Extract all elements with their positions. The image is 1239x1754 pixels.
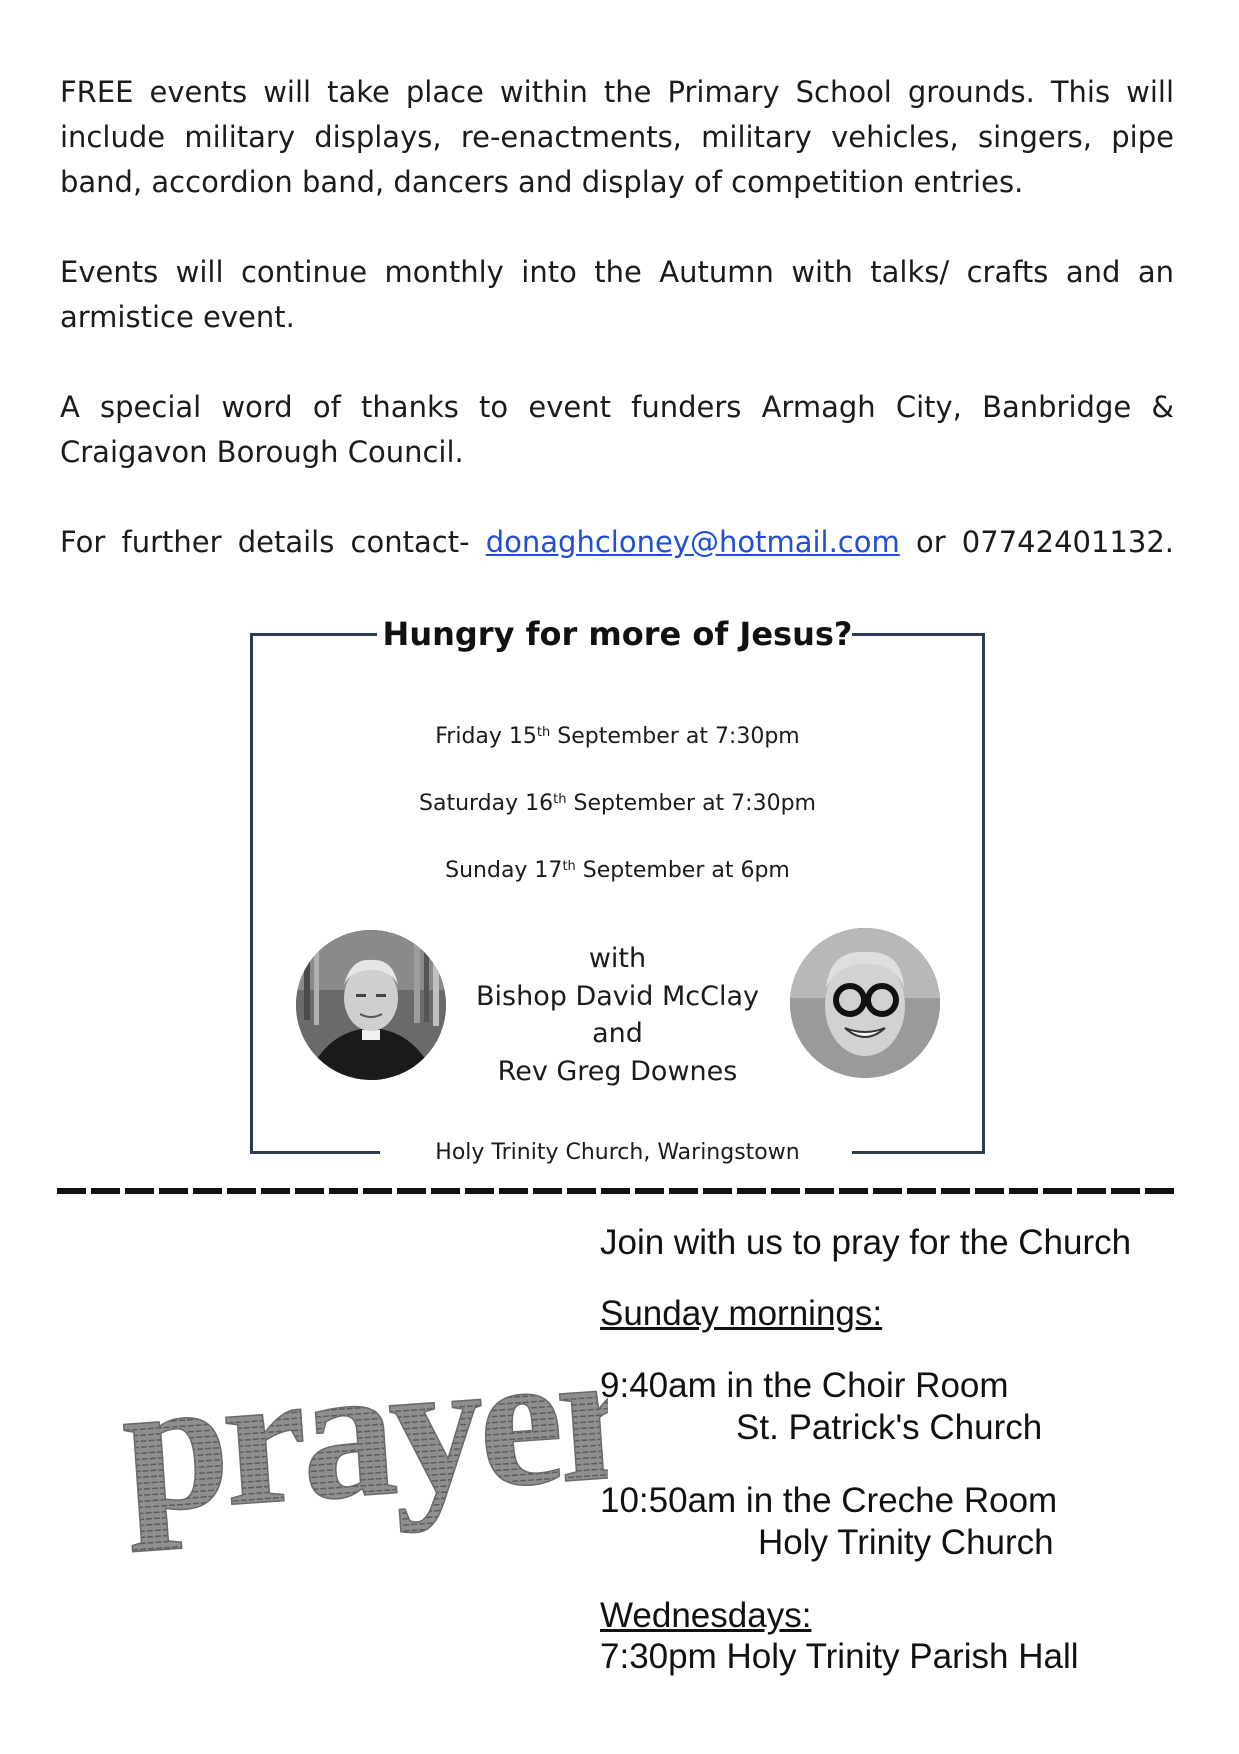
intro-paragraph: FREE events will take place within the Primary School grounds. This will include military displays, re-enactments, military vehicles, singers, pipe band, accordion band, dancers and display of competition entries. — [60, 75, 1174, 199]
rev-portrait — [790, 928, 940, 1078]
with-text: with — [588, 943, 647, 974]
slot2-time: 10:50am in the Creche Room — [600, 1481, 1058, 1520]
contact-phone: or 07742401132. — [899, 525, 1174, 559]
svg-text:prayer: prayer — [118, 1345, 608, 1554]
contact-email-link[interactable]: donaghcloney@hotmail.com — [485, 525, 900, 559]
section-divider — [57, 1188, 1177, 1194]
slot2-place: Holy Trinity Church — [758, 1523, 1054, 1562]
and-text: and — [592, 1018, 643, 1049]
speakers-block — [430, 940, 805, 1090]
slot1-time: 9:40am in the Choir Room — [600, 1366, 1009, 1405]
autumn-paragraph: Events will continue monthly into the Autumn with talks/ crafts and an armistice event. — [60, 255, 1174, 334]
speaker-bishop: Bishop David McClay — [476, 980, 759, 1012]
contact-prefix: For further details contact- — [60, 525, 486, 559]
prayer-word-art — [118, 1345, 608, 1565]
slot1-place: St. Patrick's Church — [736, 1408, 1043, 1447]
wednesday-time: 7:30pm Holy Trinity Parish Hall — [600, 1637, 1079, 1676]
event-date-2: Saturday 16th September at 7:30pm — [419, 791, 816, 816]
event-venue: Holy Trinity Church, Waringstown — [400, 1138, 835, 1168]
sunday-label: Sunday mornings: — [600, 1294, 883, 1333]
event-title: Hungry for more of Jesus? — [382, 615, 853, 653]
event-date-3: Sunday 17th September at 6pm — [445, 858, 790, 883]
event-date-1: Friday 15th September at 7:30pm — [435, 724, 800, 749]
bishop-portrait — [296, 930, 446, 1080]
contact-paragraph — [60, 520, 1174, 565]
thanks-paragraph: A special word of thanks to event funders Armagh City, Banbridge & Craigavon Borough Council. — [60, 390, 1174, 469]
wednesday-label: Wednesdays: — [600, 1596, 812, 1635]
prayer-heading: Join with us to pray for the Church — [600, 1223, 1132, 1262]
speaker-rev: Rev Greg Downes — [497, 1055, 738, 1087]
